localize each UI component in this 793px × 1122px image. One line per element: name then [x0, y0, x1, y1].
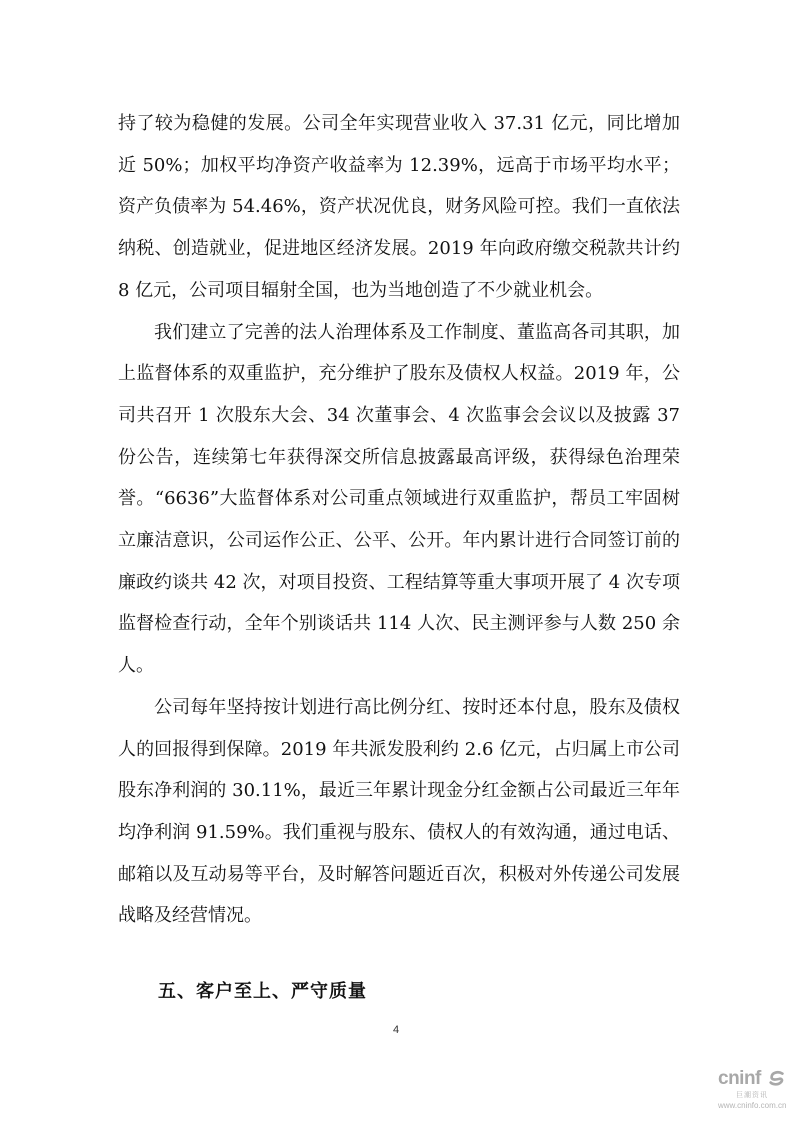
paragraph-shareholder-returns: 公司每年坚持按计划进行高比例分红、按时还本付息，股东及债权人的回报得到保障。2019 年共派发股利约 2.6 亿元，占归属上市公司股东净利润的 30.11%，最近三年累计现金分红金额占公司最近三年年均净利润 91.59%。我们重视与股东、债权人的有效沟通，通过电话、邮箱以及互动易等平台，及时解答问题近百次，积极对外传递公司发展战略及经营情况。 [118, 696, 680, 927]
logo-url: www.cninfo.com.cn [718, 1101, 787, 1110]
cninfo-logo [718, 1068, 788, 1114]
page-number: 4 [392, 1024, 400, 1036]
logo-subtitle: 巨潮资讯 [736, 1091, 768, 1099]
logo-brand: cninf [718, 1068, 761, 1089]
paragraph-continuation: 持了较为稳健的发展。公司全年实现营业收入 37.31 亿元，同比增加近 50%；加权平均净资产收益率为 12.39%，远高于市场平均水平；资产负债率为 54.46%，资产状况优良，财务风险可控。我们一直依法纳税、创造就业，促进地区经济发展。2019 年向政府缴交税款共计约 8 亿元，公司项目辐射全国，也为当地创造了不少就业机会。 [118, 113, 680, 301]
section-heading: 五、客户至上、严守质量 [158, 981, 367, 1002]
body-text [118, 103, 680, 937]
swirl-icon [768, 1070, 786, 1088]
paragraph-governance: 我们建立了完善的法人治理体系及工作制度、董监高各司其职，加上监督体系的双重监护，充分维护了股东及债权人权益。2019 年，公司共召开 1 次股东大会、34 次董事会、4 次监事会会议以及披露 37 份公告，连续第七年获得深交所信息披露最高评级，获得绿色治理荣誉。“6636”大监督体系对公司重点领域进行双重监护，帮员工牢固树立廉洁意识，公司运作公正、公平、公开。年内累计进行合同签订前的廉政约谈共 42 次，对项目投资、工程结算等重大事项开展了 4 次专项监督检查行动，全年个别谈话共 114 人次、民主测评参与人数 250 余人。 [118, 321, 680, 677]
